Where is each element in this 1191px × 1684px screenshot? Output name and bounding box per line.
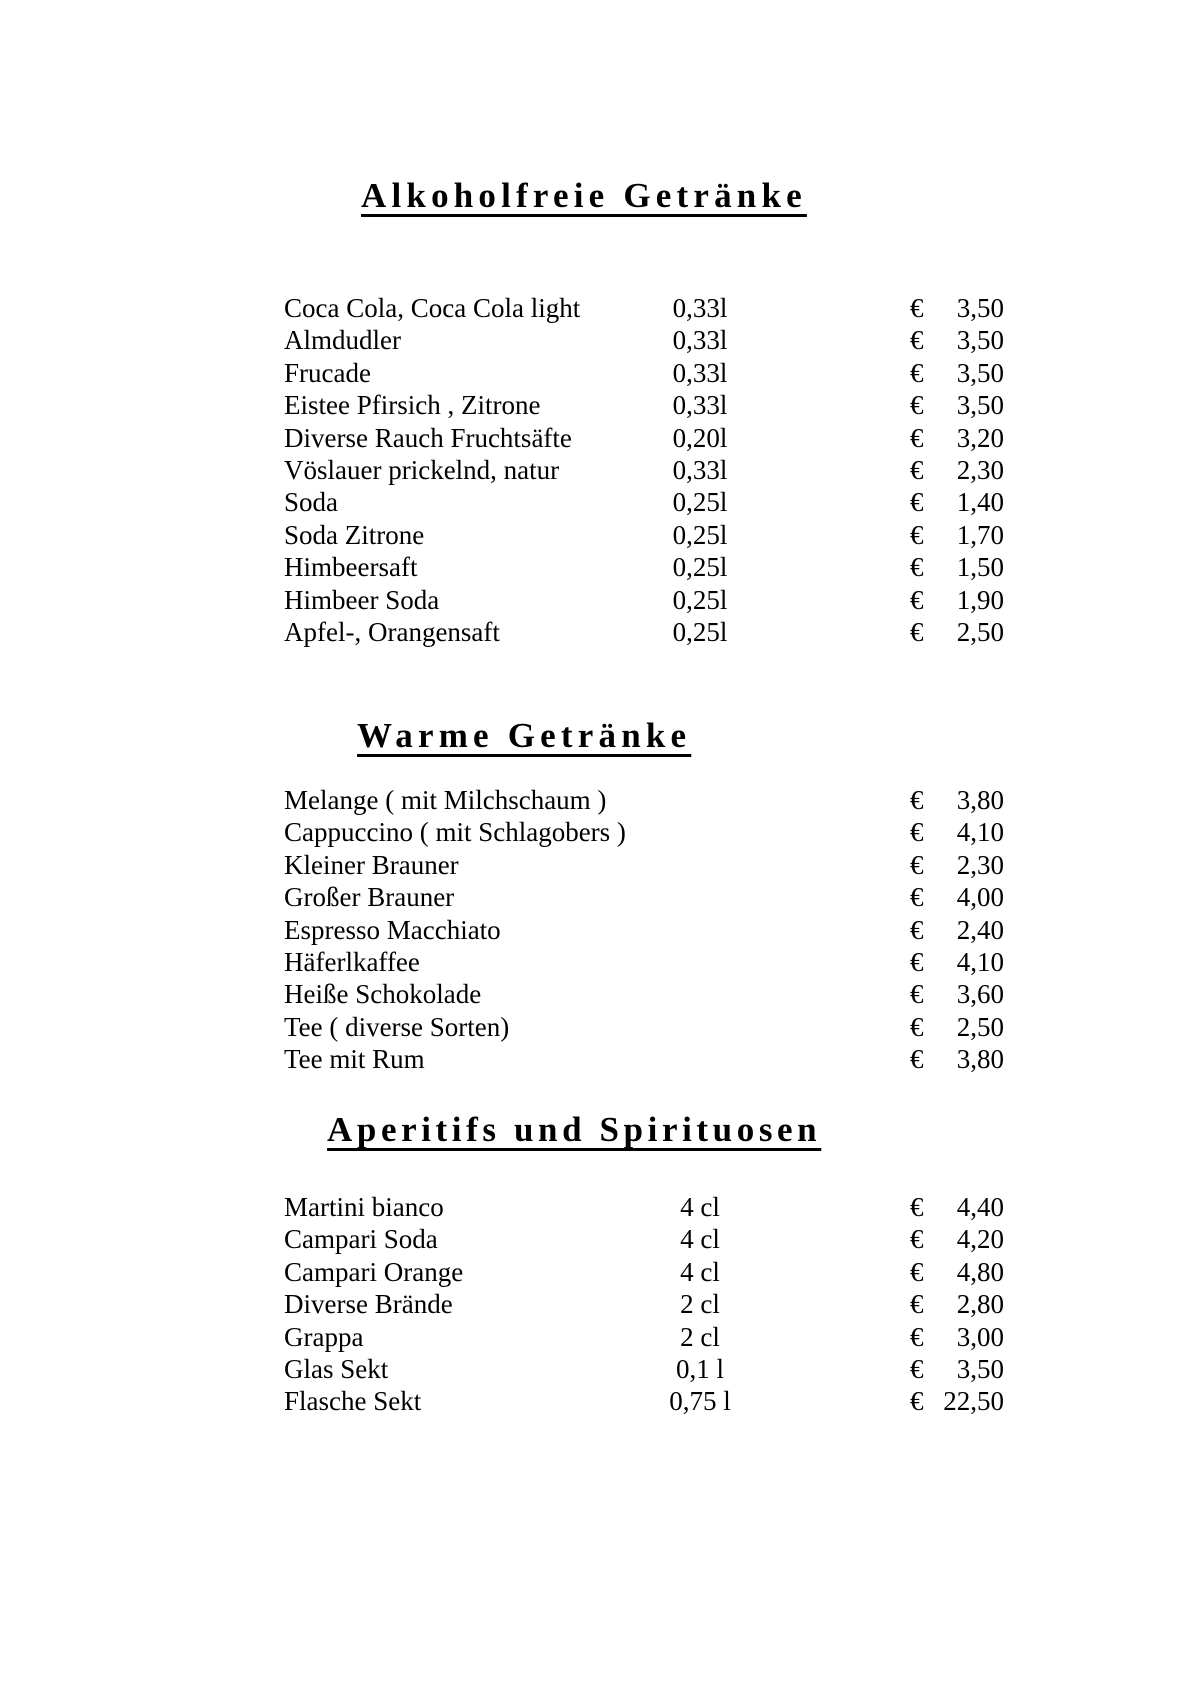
- item-name: Diverse Rauch Fruchtsäfte: [284, 422, 572, 453]
- menu-item: [0, 551, 1191, 583]
- currency-symbol: €: [910, 817, 924, 848]
- item-volume: 0,75 l: [669, 1386, 731, 1417]
- item-price: 3,50: [956, 1353, 1004, 1384]
- menu-item: [0, 357, 1191, 389]
- currency-symbol: €: [910, 325, 924, 356]
- currency-symbol: €: [910, 785, 924, 815]
- item-price: 3,60: [956, 979, 1004, 1010]
- item-name: Eistee Pfirsich , Zitrone: [284, 390, 541, 421]
- item-name: Glas Sekt: [284, 1353, 389, 1384]
- item-price: 4,80: [956, 1256, 1004, 1287]
- menu-item: [0, 881, 1191, 913]
- currency-symbol: €: [910, 552, 924, 583]
- currency-symbol: €: [910, 1192, 924, 1222]
- item-price: 2,50: [956, 616, 1004, 647]
- currency-symbol: €: [910, 1256, 924, 1287]
- item-name: Tee mit Rum: [284, 1044, 425, 1075]
- item-price: 4,20: [956, 1224, 1004, 1255]
- menu-item: [0, 486, 1191, 518]
- currency-symbol: €: [910, 293, 924, 323]
- item-volume: 0,33l: [672, 325, 728, 356]
- item-name: Soda: [284, 487, 338, 518]
- item-name: Martini bianco: [284, 1192, 444, 1222]
- currency-symbol: €: [910, 1321, 924, 1352]
- item-name: Heiße Schokolade: [284, 979, 482, 1010]
- section-title-aperitifs-und-spirituosen: Aperitifs und Spirituosen: [327, 1110, 822, 1149]
- currency-symbol: €: [910, 979, 924, 1010]
- currency-symbol: €: [910, 487, 924, 518]
- item-volume: 2 cl: [680, 1321, 720, 1352]
- currency-symbol: €: [910, 1353, 924, 1384]
- item-price: 2,30: [956, 849, 1004, 880]
- section-title-alkoholfreie-getraenke: Alkoholfreie Getränke: [361, 176, 807, 215]
- menu-item: [0, 1353, 1191, 1385]
- currency-symbol: €: [910, 390, 924, 421]
- menu-item: [0, 978, 1191, 1010]
- currency-symbol: €: [910, 914, 924, 945]
- item-volume: 0,25l: [672, 584, 728, 615]
- item-volume: 0,25l: [672, 519, 728, 550]
- item-volume: 0,33l: [672, 390, 728, 421]
- item-name: Grappa: [284, 1321, 364, 1352]
- item-name: Soda Zitrone: [284, 519, 425, 550]
- item-volume: 0,25l: [672, 552, 728, 583]
- item-price: 3,50: [956, 390, 1004, 421]
- item-price: 2,30: [956, 454, 1004, 485]
- menu-item: [0, 1191, 1191, 1223]
- currency-symbol: €: [910, 357, 924, 388]
- item-price: 3,20: [956, 422, 1004, 453]
- menu-list-warme-getraenke: [0, 784, 1191, 1076]
- item-volume: 4 cl: [680, 1224, 720, 1255]
- menu-item: [0, 816, 1191, 848]
- item-name: Apfel-, Orangensaft: [284, 616, 500, 647]
- item-name: Campari Soda: [284, 1224, 438, 1255]
- item-price: 4,10: [956, 817, 1004, 848]
- menu-item: [0, 1043, 1191, 1075]
- menu-item: [0, 519, 1191, 551]
- section-title-warme-getraenke: Warme Getränke: [357, 716, 692, 755]
- item-price: 3,80: [956, 1044, 1004, 1075]
- menu-item: [0, 1288, 1191, 1320]
- item-price: 1,70: [956, 519, 1004, 550]
- item-volume: 0,25l: [672, 616, 728, 647]
- item-price: 1,50: [956, 552, 1004, 583]
- item-name: Diverse Brände: [284, 1289, 453, 1320]
- item-name: Großer Brauner: [284, 882, 455, 913]
- item-price: 1,40: [956, 487, 1004, 518]
- item-volume: 0,33l: [672, 454, 728, 485]
- menu-item: [0, 584, 1191, 616]
- item-price: 4,10: [956, 946, 1004, 977]
- currency-symbol: €: [910, 422, 924, 453]
- item-volume: 4 cl: [680, 1256, 720, 1287]
- menu-item: [0, 389, 1191, 421]
- item-price: 3,00: [956, 1321, 1004, 1352]
- item-volume: 0,20l: [672, 422, 728, 453]
- item-price: 2,40: [956, 914, 1004, 945]
- item-name: Frucade: [284, 357, 371, 388]
- menu-item: [0, 1223, 1191, 1255]
- item-volume: 0,33l: [672, 357, 728, 388]
- item-name: Espresso Macchiato: [284, 914, 501, 945]
- item-name: Coca Cola, Coca Cola light: [284, 293, 581, 323]
- currency-symbol: €: [910, 1386, 924, 1417]
- menu-item: [0, 946, 1191, 978]
- item-volume: 4 cl: [680, 1192, 720, 1222]
- item-name: Häferlkaffee: [284, 946, 420, 977]
- item-name: Tee ( diverse Sorten): [284, 1011, 510, 1042]
- currency-symbol: €: [910, 946, 924, 977]
- item-name: Melange ( mit Milchschaum ): [284, 785, 607, 815]
- menu-list-aperitifs-und-spirituosen: [0, 1191, 1191, 1418]
- item-volume: 0,33l: [672, 293, 728, 323]
- item-price: 4,00: [956, 882, 1004, 913]
- item-price: 3,50: [956, 293, 1004, 323]
- item-price: 22,50: [943, 1386, 1004, 1417]
- currency-symbol: €: [910, 1044, 924, 1075]
- item-price: 3,50: [956, 357, 1004, 388]
- menu-item: [0, 914, 1191, 946]
- item-price: 2,80: [956, 1289, 1004, 1320]
- currency-symbol: €: [910, 584, 924, 615]
- currency-symbol: €: [910, 1011, 924, 1042]
- item-name: Cappuccino ( mit Schlagobers ): [284, 817, 626, 848]
- item-price: 4,40: [956, 1192, 1004, 1222]
- item-name: Himbeer Soda: [284, 584, 440, 615]
- item-name: Campari Orange: [284, 1256, 464, 1287]
- currency-symbol: €: [910, 1289, 924, 1320]
- currency-symbol: €: [910, 1224, 924, 1255]
- item-name: Almdudler: [284, 325, 401, 356]
- currency-symbol: €: [910, 519, 924, 550]
- menu-item: [0, 422, 1191, 454]
- menu-item: [0, 784, 1191, 816]
- item-volume: 0,25l: [672, 487, 728, 518]
- currency-symbol: €: [910, 616, 924, 647]
- item-price: 3,50: [956, 325, 1004, 356]
- item-name: Kleiner Brauner: [284, 849, 459, 880]
- menu-item: [0, 1256, 1191, 1288]
- menu-list-alkoholfreie-getraenke: [0, 292, 1191, 648]
- item-name: Flasche Sekt: [284, 1386, 422, 1417]
- menu-item: [0, 616, 1191, 648]
- menu-item: [0, 324, 1191, 356]
- item-price: 1,90: [956, 584, 1004, 615]
- menu-item: [0, 1011, 1191, 1043]
- item-name: Vöslauer prickelnd, natur: [284, 454, 560, 485]
- item-volume: 0,1 l: [675, 1353, 724, 1384]
- item-price: 2,50: [956, 1011, 1004, 1042]
- item-name: Himbeersaft: [284, 552, 418, 583]
- currency-symbol: €: [910, 882, 924, 913]
- menu-item: [0, 1321, 1191, 1353]
- item-price: 3,80: [956, 785, 1004, 815]
- item-volume: 2 cl: [680, 1289, 720, 1320]
- menu-item: [0, 849, 1191, 881]
- menu-item: [0, 292, 1191, 324]
- currency-symbol: €: [910, 454, 924, 485]
- currency-symbol: €: [910, 849, 924, 880]
- menu-item: [0, 1385, 1191, 1417]
- menu-item: [0, 454, 1191, 486]
